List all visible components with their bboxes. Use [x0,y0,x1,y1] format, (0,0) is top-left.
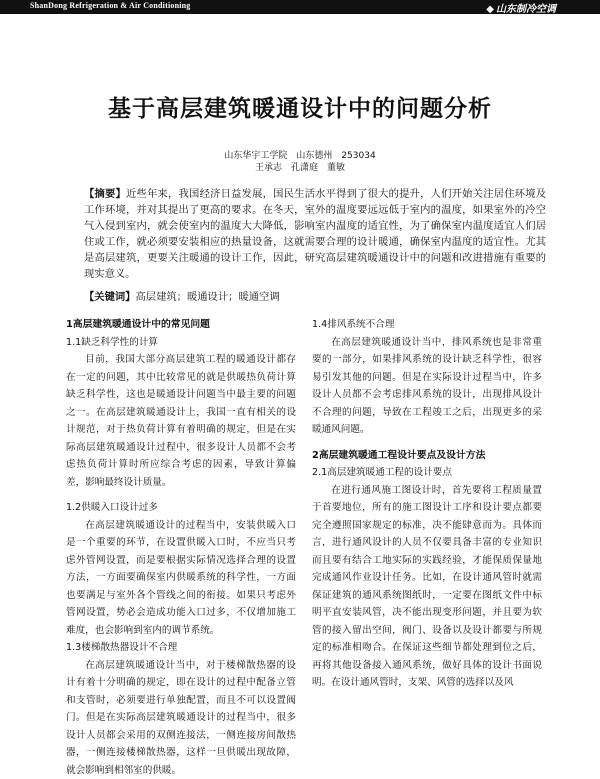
journal-name-cn: ◆ 山东制冷空调 [486,4,556,15]
section-1-2-heading: 1.2供暖入口设计过多 [66,502,159,513]
section-2-1-body: 在进行通风施工图设计时，首先要将工程质量置于首要地位，所有的施工图设计工序和设计要点都要完全遵照国家规定的标准，决不能肆意而为。具体而言，进行通风设计的人员不仅要具备丰富的专业知识而且要有结合工地实际的实践经验，才能保质保量地完成通风作业设计任务。比如，在设计通风管时就需保证建筑的通风系统图纸时，一定要在图纸文件中标明平直安装风管，决不能出现变形问题，并且要为软管的接入留出空间，阀门、设备以及设计都要与所规定的标准相吻合。在保证这些细节都处理到位之后，再将其他设备接入通风系统，做好具体的设计书面说明。在设计通风管时，支架、风管的选择以及风 [312,484,542,688]
article-title: 基于高层建筑暖通设计中的问题分析 [108,96,492,122]
keywords-text: 高层建筑；暖通设计；暖通空调 [135,291,280,303]
authors: 王承志 孔潇庭 董敏 [254,163,345,173]
section-1-3-body: 在高层建筑暖通设计当中，对于楼梯散热器的设计有着十分明确的规定，即在设计的过程中配备立管和支管时，必须要进行单独配置，而且不可以设置阀门。但是在实际高层建筑暖通设计的过程当中，很多设计人员都会采用的双侧连接法，一侧连接房间散热器，一侧连接楼梯散热器，这样一旦供暖出现故障，就会影响到相邻室的供暖。 [66,659,296,776]
affiliation: 山东华宇工学院 山东德州 253034 [224,151,376,161]
abstract-label: 【摘要】 [84,188,127,200]
left-column [66,316,296,776]
abstract [84,186,546,282]
keywords-label: 【关键词】 [84,291,136,303]
journal-name-en: ShanDong Refrigeration & Air Conditioning [30,1,191,10]
section-1-1-heading: 1.1缺乏科学性的计算 [66,336,159,348]
right-column [312,316,542,692]
section-1-1-body: 目前，我国大部分高层建筑工程的暖通设计都存在一定的问题，其中比较常见的就是供暖热负荷计算缺乏科学性，这也是暖通设计问题当中最主要的问题之一。在高层建筑暖通设计上，我国一直有相关的设计规范，对于热负荷计算有着明确的规定，但是在实际高层建筑暖通设计过程中，很多设计人员都不会考虑热负荷计算时所应综合考虑的因素，导致计算偏差，影响最终设计质量。 [66,354,296,488]
section-1-2-body: 在高层建筑暖通设计的过程当中，安装供暖入口是一个重要的环节，在设置供暖入口时，不应当只考虑外管网设置，而是要根据实际情况选择合理的设置方法，一方面要确保室内供暖系统的科学性，一方面也要满足与室外各个管线之间的衔接。如果只考虑外管网设置，势必会造成功能入口过多，不仅增加施工难度，也会影响到室内的调节系统。 [66,519,296,636]
section-1-heading: 1高层建筑暖通设计中的常见问题 [66,319,210,330]
section-1-3-heading: 1.3楼梯散热器设计不合理 [66,642,178,653]
section-1-4-body: 在高层建筑暖通设计当中，排风系统也是非常重要的一部分，如果排风系统的设计缺乏科学性，很容易引发其他的问题。但是在实际设计过程当中，许多设计人员都不会考虑排风系统的设计，出现排风设计不合理的问题，导致在工程竣工之后，出现更多的采暖通风问题。 [312,336,542,435]
diamond-icon: ◆ [486,4,494,15]
abstract-text: 近些年来，我国经济日益发展，国民生活水平得到了很大的提升，人们开始关注居住环境及工作环境，并对其提出了更高的要求。在冬天，室外的温度要远远低于室内的温度，如果室外的冷空气入侵到室内，就会使室内的温度大大降低，影响室内温度的适宜性，为了确保室内温度适宜人们居住或工作，就必须要安装相应的热量设备，这就需要合理的设计暖通，确保室内温度的适宜性。尤其是高层建筑，更要关注暖通的设计工作，因此，研究高层建筑暖通设计中的问题和改进措施有重要的现实意义。 [84,188,547,280]
keywords [84,288,546,303]
section-1-4-heading: 1.4排风系统不合理 [312,319,395,330]
section-2-heading: 2高层建筑暖通工程设计要点及设计方法 [312,449,486,461]
section-2-1-heading: 2.1高层建筑暖通工程的设计要点 [312,467,452,478]
journal-header-bar [0,0,600,14]
